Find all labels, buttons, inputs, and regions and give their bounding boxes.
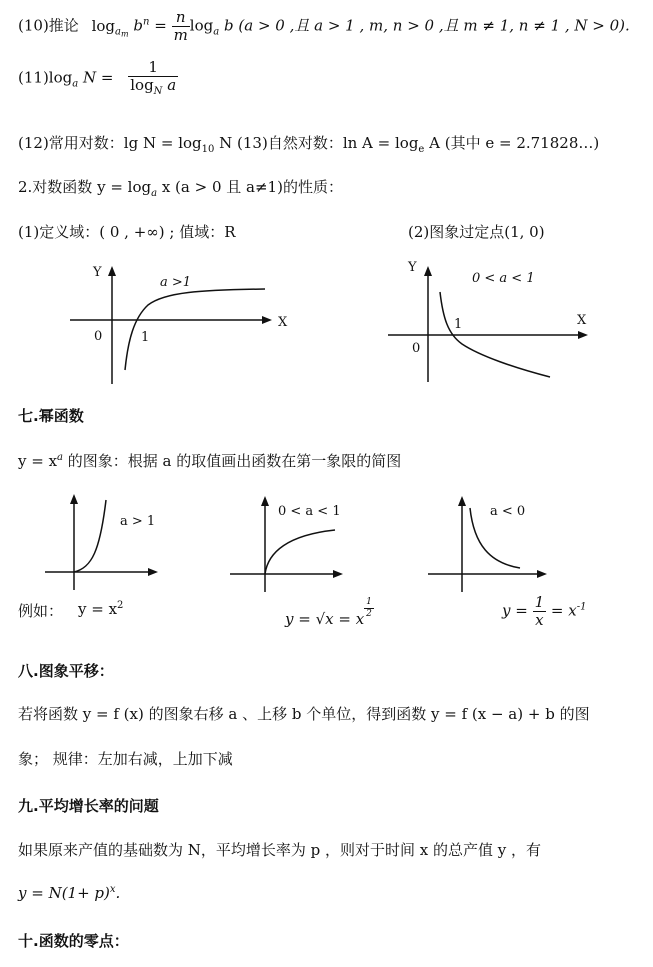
growth-end: . — [115, 884, 121, 902]
section-7-title: 七.幂函数 — [18, 407, 84, 425]
p1-curve — [74, 500, 106, 572]
p3-y-arrow — [458, 496, 466, 506]
property-fixed-point: (2)图象过定点(1, 0) — [408, 223, 545, 241]
ex2-text: y = √x = x — [285, 610, 365, 628]
p3-curve — [470, 508, 520, 568]
formula-11-prefix: (11)log — [18, 68, 73, 87]
p3-x-arrow — [537, 570, 547, 578]
g2-one-label: 1 — [454, 317, 463, 332]
log-base: a — [115, 26, 121, 38]
formula-11 — [18, 60, 178, 97]
g1-x-label: X — [278, 315, 288, 330]
formula-12-text: (12)常用对数：lg N = log — [18, 134, 202, 152]
g2-y-label: Y — [408, 260, 417, 275]
p2-curve — [265, 530, 335, 574]
p2-condition: 0 < a < 1 — [278, 504, 341, 519]
ex2-frac — [364, 598, 374, 619]
formula-11-N: N = — [82, 68, 114, 87]
formula-10-prefix: (10)推论 — [18, 16, 79, 35]
section-2-base: a — [151, 188, 158, 199]
ex3-exp: -1 — [576, 601, 587, 613]
x-arrow — [262, 316, 272, 324]
log-text: log — [91, 16, 116, 35]
property-domain: (1)定义域：( 0 , +∞) ; 值域：R — [18, 223, 236, 241]
frac11-den — [128, 77, 178, 97]
section-8-para-2: 象； 规律：左加右减，上加下减 — [18, 750, 233, 768]
formula-11-base: a — [72, 78, 79, 90]
g1-origin-label: 0 — [94, 329, 103, 344]
ex3-y: y = — [502, 601, 528, 620]
g1-y-label: Y — [93, 265, 102, 280]
section-8-title: 八.图象平移： — [18, 662, 114, 680]
frac-den: m — [173, 26, 188, 44]
formula-10-condition: (a > 0 ,且 a > 1 , m, n > 0 ,且 m ≠ 1, n ≠ 1 , N > 0). — [238, 16, 630, 35]
growth-formula: y = N(1+ p) — [18, 884, 110, 902]
log-base-exp: m — [120, 29, 129, 39]
section-2-rest: x (a > 0 且 a≠1)的性质： — [157, 178, 343, 196]
power-intro-y: y = x — [18, 452, 58, 470]
power-intro-text: 的图象：根据 a 的取值画出函数在第一象限的简图 — [63, 452, 402, 470]
example-x-squared — [78, 600, 123, 618]
section-9-title: 九.平均增长率的问题 — [18, 797, 159, 815]
section-9-formula — [18, 884, 120, 902]
formula-12-base: 10 — [201, 144, 215, 155]
arg-exp: n — [142, 16, 150, 28]
frac-num: n — [172, 10, 190, 27]
p2-x-arrow — [333, 570, 343, 578]
p1-x-arrow — [148, 568, 158, 576]
y-arrow — [108, 266, 116, 276]
p3-condition: a < 0 — [490, 504, 526, 519]
ex1-text: y = x — [78, 600, 118, 618]
power-intro — [18, 450, 401, 471]
rhs-log: log — [189, 16, 214, 35]
equals: = — [154, 16, 167, 35]
p1-condition: a > 1 — [120, 514, 156, 529]
y-arrow-2 — [424, 266, 432, 276]
ex3-den: x — [535, 611, 544, 629]
g1-one-label: 1 — [141, 330, 150, 345]
ex1-exp: 2 — [117, 600, 124, 611]
section-2-title — [18, 176, 343, 199]
frac11-log: log — [130, 76, 154, 94]
g2-x-label: X — [577, 313, 587, 328]
growth-exp: x — [109, 884, 116, 895]
fraction-n-m — [172, 10, 190, 43]
section-10-title: 十.函数的零点： — [18, 932, 129, 950]
example-sqrt — [285, 598, 374, 628]
section-8-para-1: 若将函数 y = f (x) 的图象右移 a 、上移 b 个单位，得到函数 y = f (x − a) + b 的图 — [18, 705, 590, 723]
rhs-base: a — [213, 26, 220, 38]
arg-b: b — [133, 16, 143, 35]
p1-y-arrow — [70, 494, 78, 504]
ex3-frac — [533, 595, 547, 628]
ex2-den: 2 — [366, 609, 372, 619]
power-intro-exp: a — [57, 452, 64, 463]
ex2-num: 1 — [366, 597, 372, 607]
formula-13-base: e — [418, 144, 425, 155]
example-label: 例如： — [18, 602, 64, 620]
log-curve-decreasing — [440, 292, 550, 377]
p2-y-arrow — [261, 496, 269, 506]
rhs-b: b — [223, 16, 234, 35]
formula-12-13 — [18, 132, 599, 155]
section-9-para-1: 如果原来产值的基础数为 N，平均增长率为 p ，则对于时间 x 的总产值 y ，有 — [18, 841, 542, 859]
frac11-num: 1 — [128, 60, 178, 77]
frac11-a: a — [167, 76, 177, 94]
fraction-11 — [128, 60, 178, 97]
log-curve-increasing — [125, 289, 265, 370]
formula-13-text: N (13)自然对数：ln A = log — [219, 134, 419, 152]
formula-13-note: A (其中 e = 2.71828…) — [429, 134, 600, 152]
g2-origin-label: 0 — [412, 341, 421, 356]
example-reciprocal — [502, 595, 586, 628]
formula-10 — [18, 10, 630, 43]
x-arrow-2 — [578, 331, 588, 339]
ex3-num: 1 — [534, 593, 545, 611]
g2-condition: 0 < a < 1 — [472, 271, 535, 286]
ex3-eq: = x — [550, 601, 577, 620]
section-2-text: 2.对数函数 y = log — [18, 178, 152, 196]
g1-condition: a >1 — [160, 275, 192, 290]
frac11-base: N — [153, 86, 163, 97]
